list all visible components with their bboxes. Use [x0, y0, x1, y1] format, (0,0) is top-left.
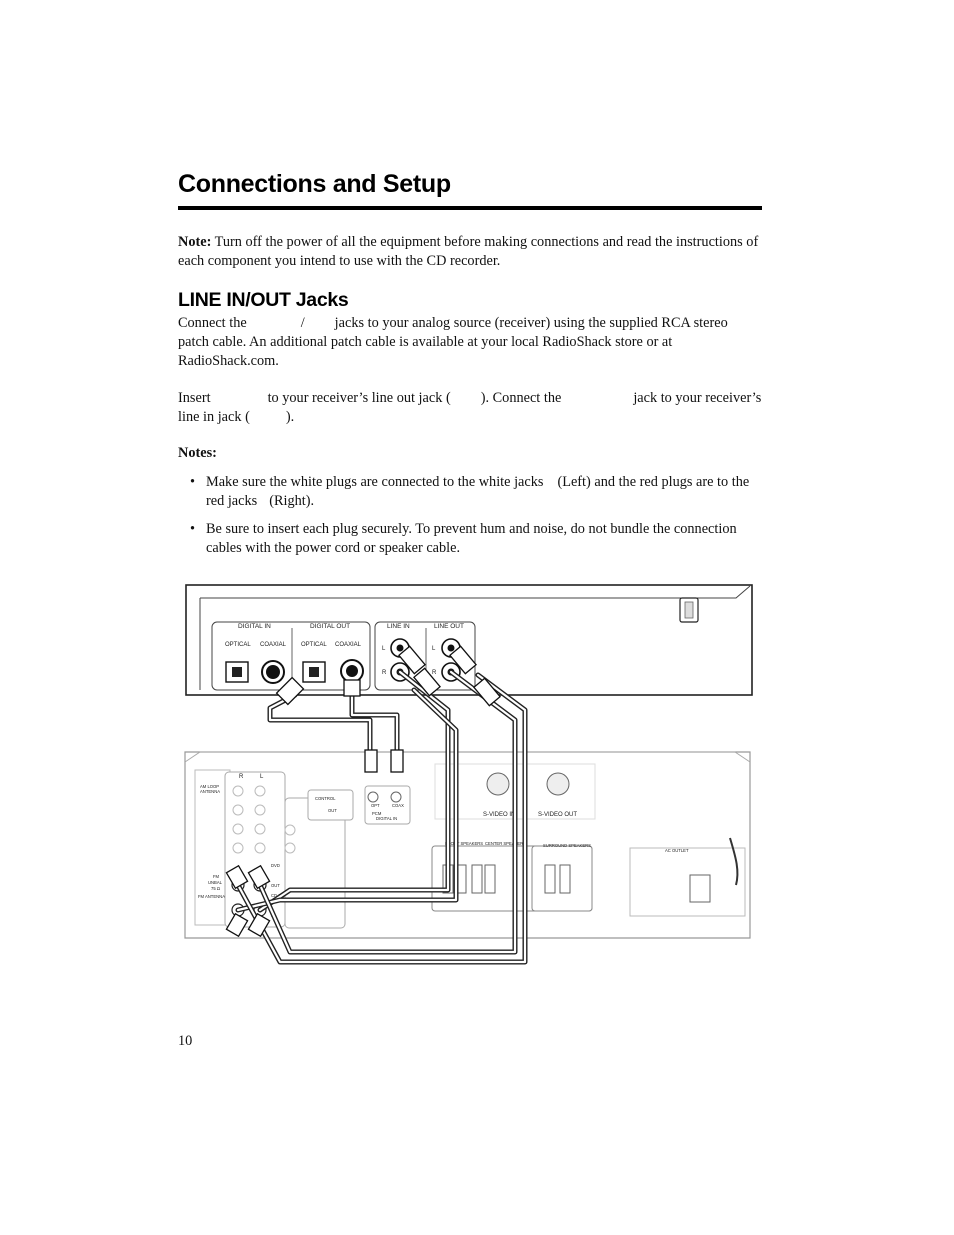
page-number: 10: [178, 1033, 193, 1049]
receiver-r-label: R: [239, 774, 244, 780]
notes-heading: Notes:: [178, 445, 217, 461]
note1-part3: (Right).: [269, 493, 315, 509]
note2-text: Be sure to insert each plug securely. To prevent hum and noise, do not bundle the connection cables with the power cord or speaker cable.: [206, 521, 737, 556]
rcv-out-label: OUT: [271, 883, 280, 888]
note-text: Turn off the power of all the equipment before making connections and read the instructions of each component you intend to use with the CD recorder.: [178, 234, 759, 269]
para2-part4: jack to your receiver’s line in jack (: [178, 390, 762, 425]
title-rule: [178, 206, 762, 210]
center-speaker-label: CENTER SPEAKER: [485, 841, 524, 846]
para2-part1: Insert: [178, 390, 211, 406]
digital-out-label: DIGITAL OUT: [310, 623, 351, 630]
para1-part2: /: [300, 315, 305, 331]
unbal-label: UNBAL: [208, 880, 222, 885]
coaxial-out-label: COAXIAL: [335, 642, 362, 648]
para2-part2: to your receiver’s line out jack (: [267, 390, 451, 406]
ac-outlet-label: AC OUTLET: [665, 848, 689, 853]
note-item-2: [190, 520, 762, 558]
page-title: Connections and Setup: [178, 170, 451, 198]
line-jacks-paragraph: [178, 314, 762, 371]
note1-part1: Make sure the white plugs are connected to the white jacks: [206, 474, 544, 490]
insert-paragraph: [178, 389, 762, 427]
para1-part3: jacks to your analog source (receiver) using the supplied RCA stereo patch cable. An additional patch cable is available at your local RadioShack store or at RadioShack.com.: [178, 315, 728, 369]
para1-part1: Connect the: [178, 315, 247, 331]
digital-in-label: DIGITAL IN: [238, 623, 271, 630]
bullet-marker: •: [190, 474, 196, 490]
receiver-l-label: L: [260, 774, 264, 780]
pcm-label: PCM: [372, 811, 382, 816]
control-out-label: OUT: [328, 808, 337, 813]
rcv-in-label: IN: [271, 913, 276, 918]
optical-in-label: OPTICAL: [225, 642, 251, 648]
cdr-label: CD-R: [271, 893, 282, 898]
coaxial-in-label: COAXIAL: [260, 642, 287, 648]
fm-label: FM: [213, 874, 220, 879]
am-antenna-label: ANTENNA: [200, 789, 221, 794]
surround-speakers-label: SURROUND SPEAKERS: [543, 843, 591, 848]
para2-part5: ).: [285, 409, 295, 425]
line-out-left-label: L: [432, 646, 436, 652]
para2-part3: ). Connect the: [480, 390, 562, 406]
fm-antenna-label: FM ANTENNA: [198, 894, 225, 899]
bullet-marker: •: [190, 521, 196, 537]
note1-part2: (Left) and the red plugs are to the red jacks: [206, 474, 750, 509]
optical-out-label: OPTICAL: [301, 642, 327, 648]
s-video-out-label: S-VIDEO OUT: [538, 812, 578, 818]
front-speakers-label: FRONT SPEAKERS: [445, 841, 484, 846]
section-heading: LINE IN/OUT Jacks: [178, 289, 349, 311]
control-label: CONTROL: [315, 796, 336, 801]
line-out-right-label: R: [432, 670, 437, 676]
cd-recorder-panel: [186, 585, 752, 695]
connection-diagram: [180, 580, 755, 980]
rcv-digital-in-label: DIGITAL IN: [376, 816, 398, 821]
note-item-1: [190, 473, 762, 511]
s-video-in-label: S-VIDEO IN: [483, 812, 516, 818]
coax-label: COAX: [392, 803, 404, 808]
ohm-label: 75 Ω: [211, 886, 220, 891]
line-in-right-label: R: [382, 670, 387, 676]
opt-label: OPT: [371, 803, 380, 808]
intro-note: [178, 233, 762, 271]
note-label: Note:: [178, 234, 212, 250]
line-in-left-label: L: [382, 646, 386, 652]
line-out-label: LINE OUT: [434, 623, 464, 630]
am-loop-label: AM LOOP: [200, 784, 220, 789]
line-in-label: LINE IN: [387, 623, 410, 630]
dvd-label: DVD: [271, 863, 280, 868]
